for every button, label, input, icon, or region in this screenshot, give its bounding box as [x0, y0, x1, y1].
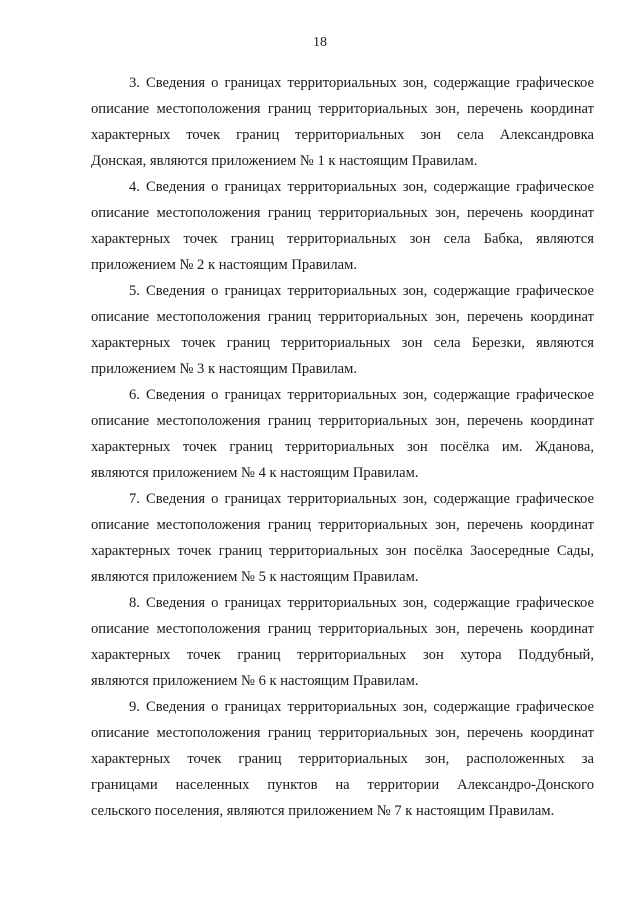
paragraph-line: характерных точек границ территориальных зон села Бабка, являются — [91, 231, 594, 247]
paragraph-line: 9. Сведения о границах территориальных зон, содержащие графическое — [129, 699, 594, 715]
paragraph-item-7 — [91, 486, 594, 590]
paragraph-item-8 — [91, 590, 594, 694]
paragraph-line: описание местоположения границ территориальных зон, перечень координат — [91, 309, 594, 325]
paragraph-line: характерных точек границ территориальных зон посёлка им. Жданова, — [91, 439, 594, 455]
paragraph-line: являются приложением № 5 к настоящим Правилам. — [91, 569, 419, 585]
paragraph-line: описание местоположения границ территориальных зон, перечень координат — [91, 413, 594, 429]
paragraph-item-4 — [91, 174, 594, 278]
paragraph-line: характерных точек границ территориальных зон села Александровка — [91, 127, 594, 143]
paragraph-line: описание местоположения границ территориальных зон, перечень координат — [91, 205, 594, 221]
paragraph-line: сельского поселения, являются приложением № 7 к настоящим Правилам. — [91, 803, 555, 819]
paragraph-item-3 — [91, 70, 594, 174]
paragraph-line: описание местоположения границ территориальных зон, перечень координат — [91, 621, 594, 637]
paragraph-line: приложением № 3 к настоящим Правилам. — [91, 361, 358, 377]
paragraph-line: характерных точек границ территориальных зон хутора Поддубный, — [91, 647, 594, 663]
paragraph-line: являются приложением № 4 к настоящим Правилам. — [91, 465, 419, 481]
paragraph-line: 5. Сведения о границах территориальных зон, содержащие графическое — [129, 283, 594, 299]
paragraph-line: приложением № 2 к настоящим Правилам. — [91, 257, 358, 273]
paragraph-line: Донская, являются приложением № 1 к настоящим Правилам. — [91, 153, 478, 169]
paragraph-line: 6. Сведения о границах территориальных зон, содержащие графическое — [129, 387, 594, 403]
paragraph-item-5 — [91, 278, 594, 382]
paragraph-line: характерных точек границ территориальных зон, расположенных за — [91, 751, 594, 767]
paragraph-line: являются приложением № 6 к настоящим Правилам. — [91, 673, 419, 689]
paragraph-line: границами населенных пунктов на территории Александро-Донского — [91, 777, 594, 793]
paragraph-line: характерных точек границ территориальных зон посёлка Заосередные Сады, — [91, 543, 594, 559]
paragraph-item-6 — [91, 382, 594, 486]
paragraph-line: 3. Сведения о границах территориальных зон, содержащие графическое — [129, 75, 594, 91]
page-number: 18 — [313, 35, 327, 50]
paragraph-line: характерных точек границ территориальных зон села Березки, являются — [91, 335, 594, 351]
paragraph-line: описание местоположения границ территориальных зон, перечень координат — [91, 517, 594, 533]
paragraph-line: 8. Сведения о границах территориальных зон, содержащие графическое — [129, 595, 594, 611]
paragraph-line: 4. Сведения о границах территориальных зон, содержащие графическое — [129, 179, 594, 195]
paragraph-item-9 — [91, 694, 594, 824]
paragraph-line: описание местоположения границ территориальных зон, перечень координат — [91, 725, 594, 741]
paragraph-line: 7. Сведения о границах территориальных зон, содержащие графическое — [129, 491, 594, 507]
document-body — [91, 70, 594, 824]
paragraph-line: описание местоположения границ территориальных зон, перечень координат — [91, 101, 594, 117]
